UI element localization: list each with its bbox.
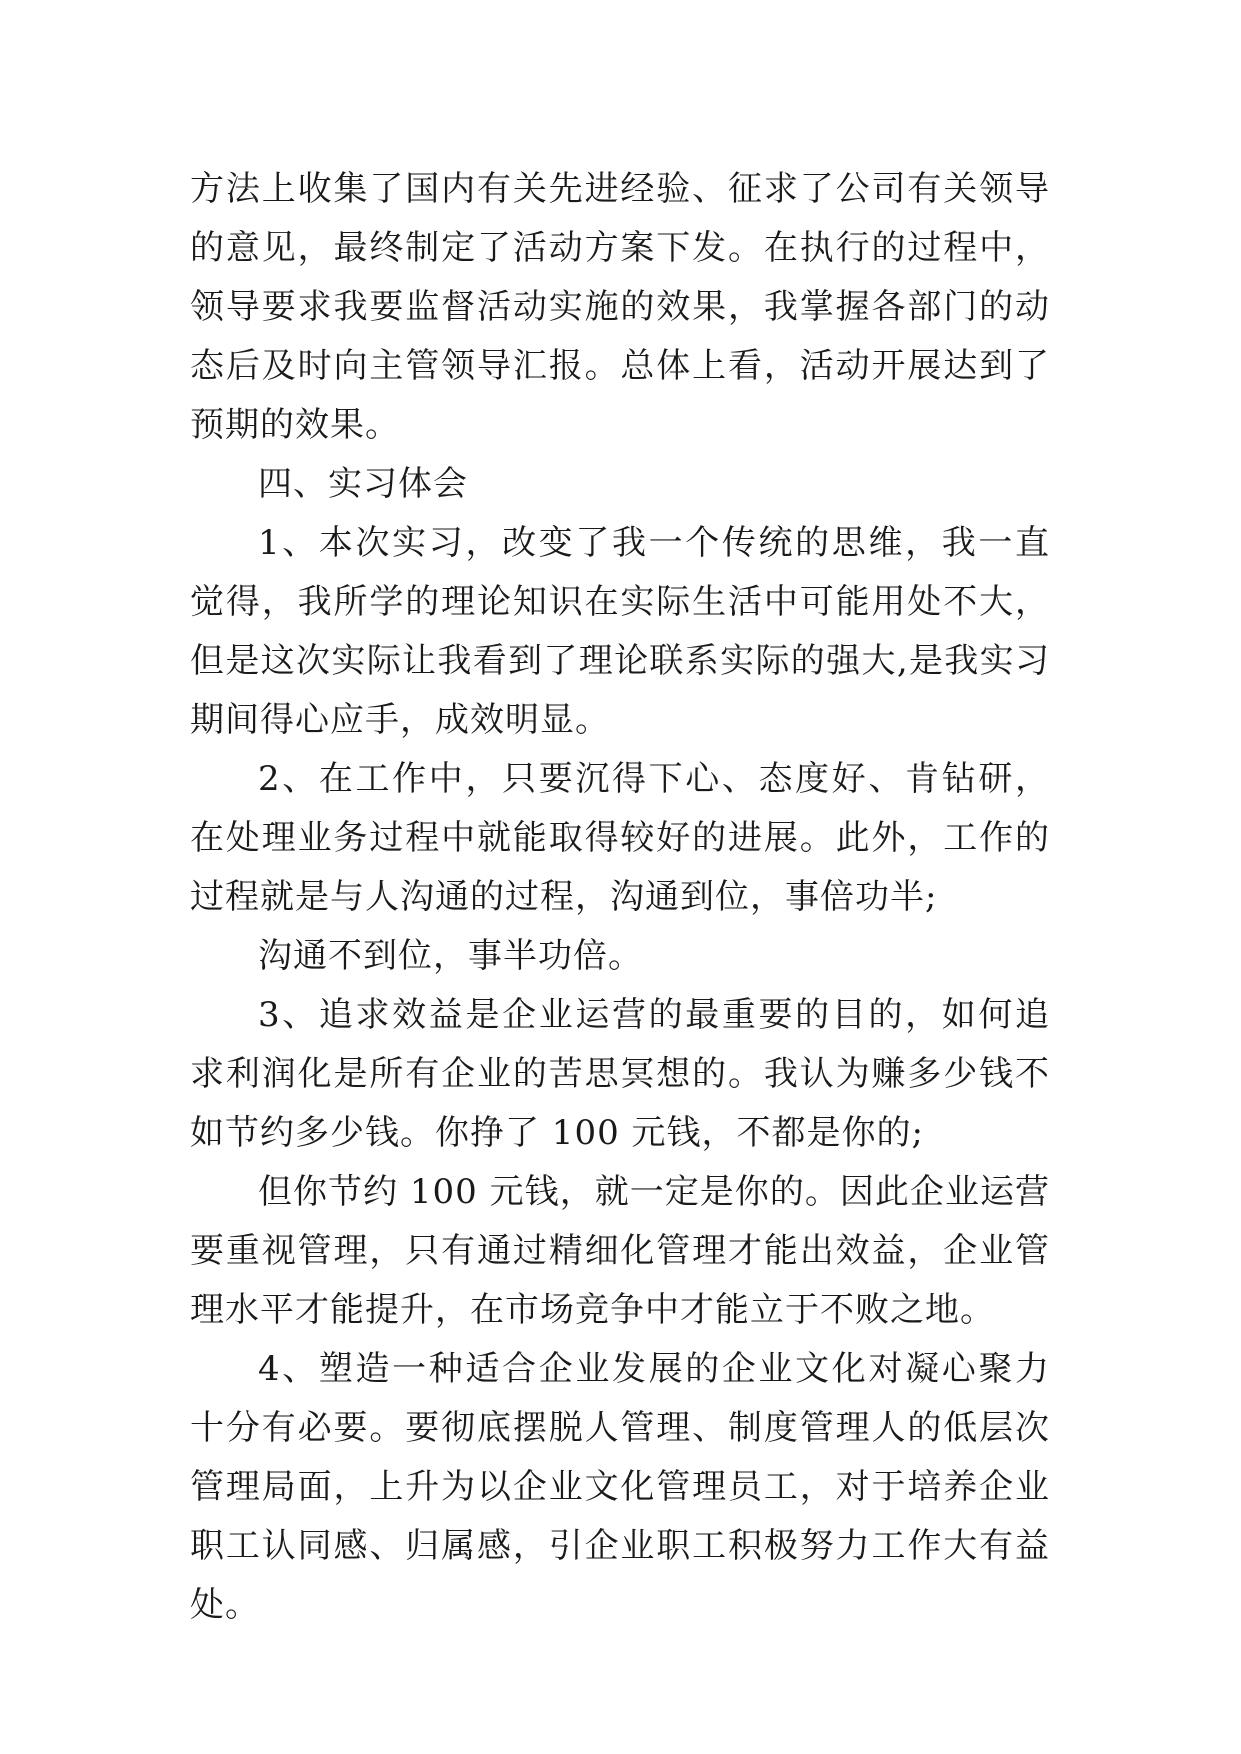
paragraph-point-3: 3、追求效益是企业运营的最重要的目的，如何追求利润化是所有企业的苦思冥想的。我认为赚多少钱不如节约多少钱。你挣了 100 元钱，不都是你的; bbox=[190, 995, 1050, 1153]
section-heading-internship-reflections: 四、实习体会 bbox=[258, 464, 468, 504]
paragraph-continuation: 方法上收集了国内有关先进经验、征求了公司有关领导的意见，最终制定了活动方案下发。在执行的过程中，领导要求我要监督活动实施的效果，我掌握各部门的动态后及时向主管领导汇报。总体上看，活动开展达到了预期的效果。 bbox=[190, 169, 1050, 445]
paragraph-point-4: 4、塑造一种适合企业发展的企业文化对凝心聚力十分有必要。要彻底摆脱人管理、制度管理人的低层次管理局面，上升为以企业文化管理员工，对于培养企业职工认同感、归属感，引企业职工积极努力工作大有益处。 bbox=[190, 1349, 1050, 1625]
paragraph-point-2: 2、在工作中，只要沉得下心、态度好、肯钻研，在处理业务过程中就能取得较好的进展。此外，工作的过程就是与人沟通的过程，沟通到位，事倍功半; bbox=[190, 759, 1050, 917]
paragraph-point-1: 1、本次实习，改变了我一个传统的思维，我一直觉得，我所学的理论知识在实际生活中可能用处不大，但是这次实际让我看到了理论联系实际的强大,是我实习期间得心应手，成效明显。 bbox=[190, 523, 1050, 740]
document-body bbox=[190, 160, 1050, 1635]
paragraph-point-3-continued: 但你节约 100 元钱，就一定是你的。因此企业运营要重视管理，只有通过精细化管理才能出效益，企业管理水平才能提升，在市场竞争中才能立于不败之地。 bbox=[190, 1172, 1050, 1330]
paragraph-point-2-continued: 沟通不到位，事半功倍。 bbox=[258, 936, 643, 976]
